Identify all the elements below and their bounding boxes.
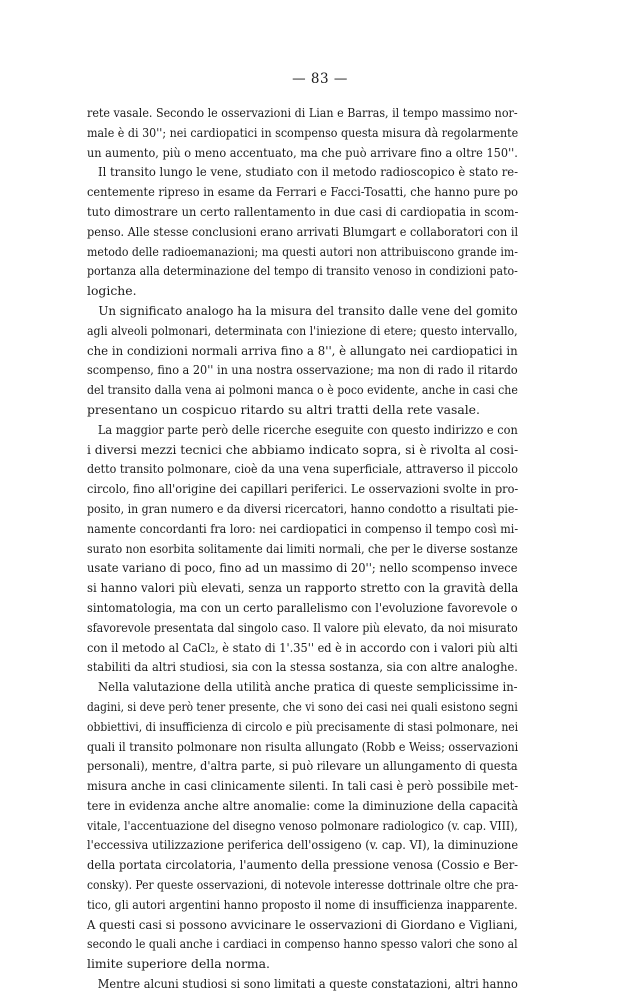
- text-line: sintomatologia, ma con un certo parallelismo con l'evoluzione favorevole o: [87, 599, 518, 615]
- text-line: dagini, si deve però tener presente, che vi sono dei casi nei quali esistono segni: [87, 698, 518, 714]
- text-line: l'eccessiva utilizzazione periferica dell'ossigeno (v. cap. VI), la diminuzione: [87, 837, 519, 853]
- text-line: sfavorevole presentata dal singolo caso. Il valore più elevato, da noi misurato: [87, 619, 518, 635]
- text-line: si hanno valori più elevati, senza un rapporto stretto con la gravità della: [87, 580, 519, 596]
- text-line: posito, in gran numero e da diversi ricercatori, hanno condotto a risultati pie-: [87, 500, 519, 516]
- text-line: con il metodo al CaCl₂, è stato di 1'.35'' ed è in accordo con i valori più alti: [87, 639, 518, 655]
- text-line: personali), mentre, d'altra parte, si può rilevare un allungamento di questa: [87, 758, 518, 774]
- page-number: — 83 —: [292, 71, 348, 87]
- text-line: surato non esorbita solitamente dai limiti normali, che per le diverse sostanze: [87, 540, 518, 556]
- body-text: [87, 103, 518, 994]
- text-line: del transito dalla vena ai polmoni manca o è poco evidente, anche in casi che: [87, 382, 518, 398]
- text-line: misura anche in casi clinicamente silenti. In tali casi è però possibile met-: [87, 778, 519, 794]
- text-line: obbiettivi, di insufficienza di circolo e più precisamente di stasi polmonare, nei: [87, 718, 519, 734]
- text-line: tico, gli autori argentini hanno proposto il nome di insufficienza inapparente.: [87, 896, 518, 912]
- text-line: presentano un cospicuo ritardo su altri tratti della rete vasale.: [87, 401, 480, 417]
- text-line: detto transito polmonare, cioè da una vena superficiale, attraverso il piccolo: [87, 461, 518, 477]
- text-line: scompenso, fino a 20'' in una nostra osservazione; ma non di rado il ritardo: [87, 362, 518, 378]
- text-line: un aumento, più o meno accentuato, ma che può arrivare fino a oltre 150''.: [87, 144, 518, 160]
- text-line: secondo le quali anche i cardiaci in compenso hanno spesso valori che sono al: [87, 936, 518, 952]
- text-line: La maggior parte però delle ricerche eseguite con questo indirizzo e con: [87, 421, 518, 437]
- text-line: i diversi mezzi tecnici che abbiamo indicato sopra, si è rivolta al cosi-: [87, 441, 519, 457]
- text-line: namente concordanti fra loro: nei cardiopatici in compenso il tempo così mi-: [87, 520, 519, 536]
- text-line: stabiliti da altri studiosi, sia con la stessa sostanza, sia con altre analoghe.: [87, 659, 518, 675]
- text-line: agli alveoli polmonari, determinata con l'iniezione di etere; questo intervallo,: [87, 322, 518, 338]
- text-line: Un significato analogo ha la misura del transito dalle vene del gomito: [87, 302, 518, 318]
- text-line: penso. Alle stesse conclusioni erano arrivati Blumgart e collaboratori con il: [87, 223, 519, 239]
- text-line: A questi casi si possono avvicinare le osservazioni di Giordano e Vigliani,: [87, 916, 518, 932]
- text-line: Nella valutazione della utilità anche pratica di queste semplicissime in-: [87, 679, 518, 695]
- text-line: logiche.: [87, 283, 137, 299]
- text-line: usate variano di poco, fino ad un massimo di 20''; nello scompenso invece: [87, 560, 518, 576]
- text-line: consky). Per queste osservazioni, di notevole interesse dottrinale oltre che pra-: [87, 877, 519, 893]
- text-line: circolo, fino all'origine dei capillari periferici. Le osservazioni svolte in pro-: [87, 481, 519, 497]
- text-line: che in condizioni normali arriva fino a 8'', è allungato nei cardiopatici in: [87, 342, 518, 358]
- text-line: limite superiore della norma.: [87, 956, 270, 972]
- text-line: tuto dimostrare un certo rallentamento in due casi di cardiopatia in scom-: [87, 203, 519, 219]
- text-line: tere in evidenza anche altre anomalie: come la diminuzione della capacità: [87, 797, 519, 813]
- text-line: Il transito lungo le vene, studiato con il metodo radioscopico è stato re-: [87, 164, 519, 180]
- text-line: vitale, l'accentuazione del disegno venoso polmonare radiologico (v. cap. VIII),: [87, 817, 518, 833]
- text-line: portanza alla determinazione del tempo di transito venoso in condizioni pato-: [87, 263, 518, 279]
- text-line: metodo delle radioemanazioni; ma questi autori non attribuiscono grande im-: [87, 243, 518, 259]
- text-line: quali il transito polmonare non risulta allungato (Robb e Weiss; osservazioni: [87, 738, 519, 754]
- text-line: male è di 30''; nei cardiopatici in scompenso questa misura dà regolarmente: [87, 124, 519, 140]
- text-line: centemente ripreso in esame da Ferrari e Facci-Tosatti, che hanno pure po: [87, 184, 518, 200]
- text-line: rete vasale. Secondo le osservazioni di Lian e Barras, il tempo massimo nor-: [87, 105, 518, 120]
- text-line: della portata circolatoria, l'aumento della pressione venosa (Cossio e Ber-: [87, 857, 519, 873]
- text-line: Mentre alcuni studiosi si sono limitati a queste constatazioni, altri hanno: [87, 976, 518, 992]
